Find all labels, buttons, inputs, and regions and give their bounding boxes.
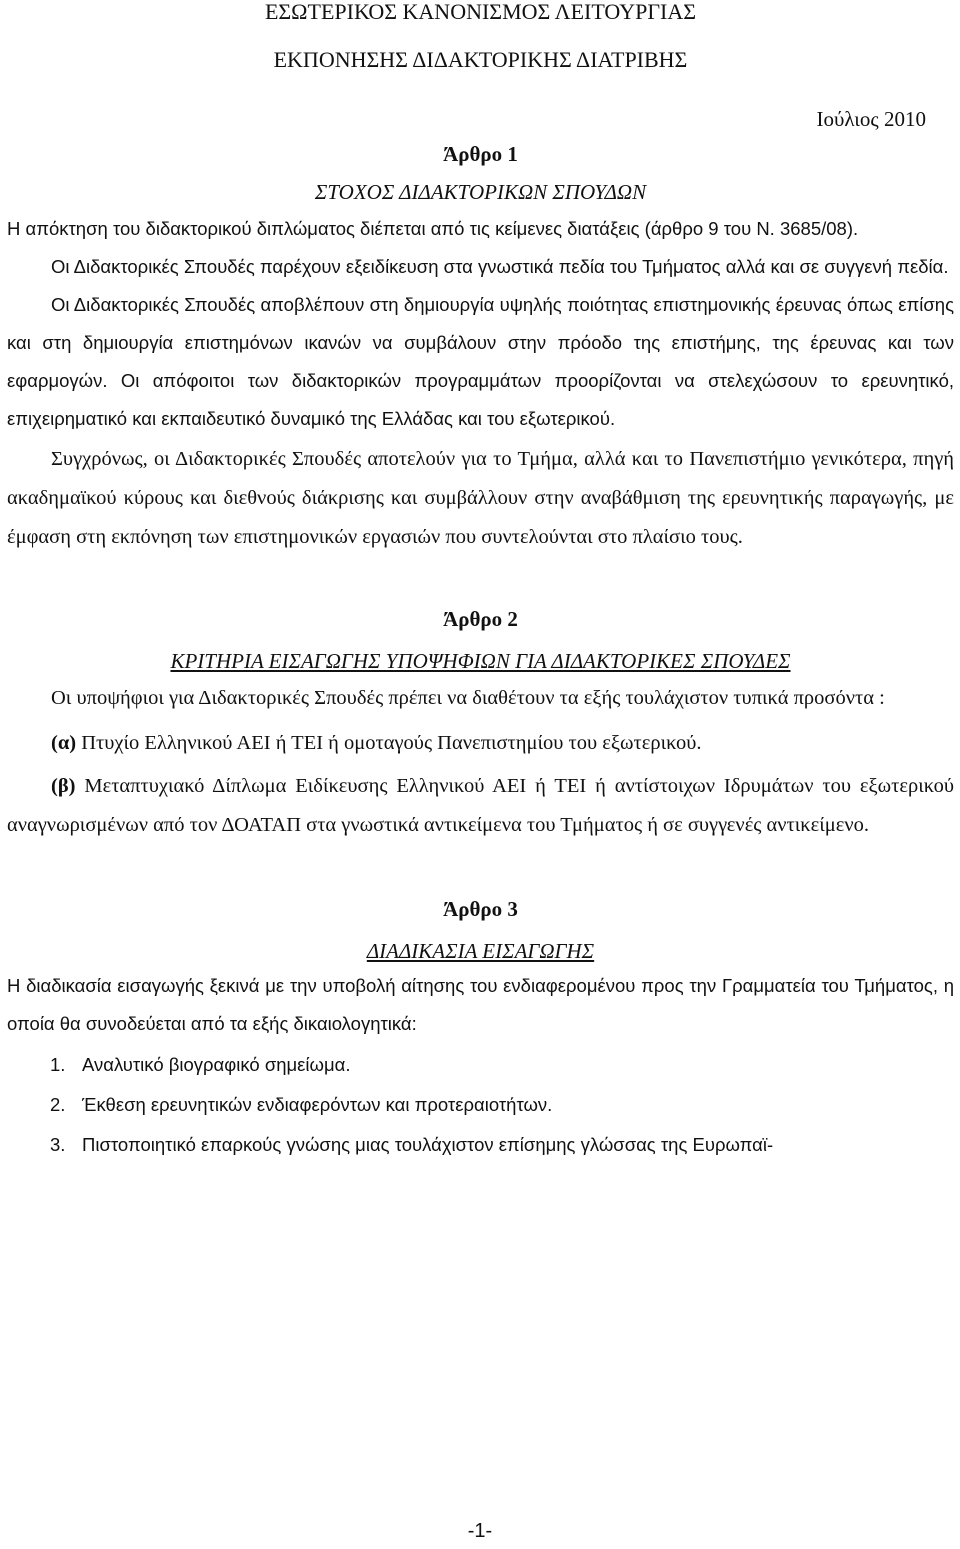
- item-a-text: Πτυχίο Ελληνικού ΑΕΙ ή ΤΕΙ ή ομοταγούς Πανεπιστημίου του εξωτερικού.: [76, 732, 702, 754]
- article-2-item-b: [7, 767, 954, 845]
- list-item-number: 2.: [50, 1094, 66, 1115]
- list-item-text: Έκθεση ερευνητικών ενδιαφερόντων και προτεραιοτήτων.: [82, 1094, 553, 1115]
- article-1-heading: Άρθρο 1: [443, 142, 518, 166]
- page-number: -1-: [467, 1520, 493, 1542]
- article-3-heading: Άρθρο 3: [443, 897, 518, 921]
- article-1-paragraph-1: Η απόκτηση του διδακτορικού διπλώματος διέπεται από τις κείμενες διατάξεις (άρθρο 9 του Ν. 3685/08).: [7, 218, 859, 239]
- document-date: Ιούλιος 2010: [816, 107, 926, 131]
- document-title-line-2: ΕΚΠΟΝΗΣΗΣ ΔΙΔΑΚΤΟΡΙΚΗΣ ΔΙΑΤΡΙΒΗΣ: [273, 47, 688, 72]
- article-3-list: [7, 1045, 954, 1165]
- article-3-paragraph-1: Η διαδικασία εισαγωγής ξεκινά με την υποβολή αίτησης του ενδιαφερομένου προς την Γραμματεία του Τμήματος, η οποία θα συνοδεύεται από τα εξής δικαιολογητικά:: [7, 975, 954, 1034]
- article-1-paragraph-3: Οι Διδακτορικές Σπουδές αποβλέπουν στη δημιουργία υψηλής ποιότητας επιστημονικής έρευνας όπως επίσης και στη δημιουργία επιστημόνων ικανών να συμβάλουν στην πρόοδο της επιστήμης, της έρευνας και των εφαρμογών. Οι απόφοιτοι των διδακτορικών προγραμμάτων προορίζονται να στελεχώσουν το ερευνητικό, επιχειρηματικό και εκπαιδευτικό δυναμικό της Ελλάδας και του εξωτερικού.: [7, 294, 954, 429]
- item-a-label: (α): [51, 732, 77, 754]
- article-2-paragraph-1: Οι υποψήφιοι για Διδακτορικές Σπουδές πρέπει να διαθέτουν τα εξής τουλάχιστον τυπικά προσόντα :: [51, 687, 885, 709]
- document-title-line-1: ΕΣΩΤΕΡΙΚΟΣ ΚΑΝΟΝΙΣΜΟΣ ΛΕΙΤΟΥΡΓΙΑΣ: [264, 0, 697, 24]
- article-2-subheading: ΚΡΙΤΗΡΙΑ ΕΙΣΑΓΩΓΗΣ ΥΠΟΨΗΦΙΩΝ ΓΙΑ ΔΙΔΑΚΤΟΡΙΚΕΣ ΣΠΟΥΔΕΣ: [170, 649, 791, 673]
- article-2-heading: Άρθρο 2: [443, 607, 518, 631]
- article-3: [7, 895, 954, 1165]
- item-b-label: (β): [51, 775, 76, 797]
- article-2: [7, 605, 954, 845]
- article-1-paragraph-2: Οι Διδακτορικές Σπουδές παρέχουν εξειδίκευση στα γνωστικά πεδία του Τμήματος αλλά και σε συγγενή πεδία.: [51, 256, 949, 277]
- article-1-paragraph-4: Συγχρόνως, οι Διδακτορικές Σπουδές αποτελούν για το Τμήμα, αλλά και το Πανεπιστήμιο γενικότερα, πηγή ακαδημαϊκού κύρους και διεθνούς διάκρισης και συμβάλλουν στην αναβάθμιση της ερευνητικής παραγωγής, με έμφαση στη εκπόνηση των επιστημονικών εργασιών που συντελούνται στο πλαίσιο τους.: [7, 448, 954, 548]
- article-2-item-a: [7, 724, 954, 763]
- article-1: [7, 140, 954, 557]
- list-item: [50, 1045, 954, 1085]
- article-1-subheading: ΣΤΟΧΟΣ ΔΙΔΑΚΤΟΡΙΚΩΝ ΣΠΟΥΔΩΝ: [314, 180, 647, 204]
- list-item-number: 3.: [50, 1134, 66, 1155]
- list-item-text: Αναλυτικό βιογραφικό σημείωμα.: [82, 1054, 351, 1075]
- list-item: [50, 1125, 954, 1165]
- list-item-text: Πιστοποιητικό επαρκούς γνώσης μιας τουλάχιστον επίσημης γλώσσας της Ευρωπαϊ-: [82, 1134, 774, 1155]
- item-b-text: Μεταπτυχιακό Δίπλωμα Ειδίκευσης Ελληνικού ΑΕΙ ή ΤΕΙ ή αντίστοιχων Ιδρυμάτων του εξωτερικού αναγνωρισμένων από τον ΔΟΑΤΑΠ στα γνωστικά αντικείμενα του Τμήματος ή σε συγγενές αντικείμενο.: [7, 775, 954, 836]
- list-item: [50, 1085, 954, 1125]
- list-item-number: 1.: [50, 1054, 66, 1075]
- article-3-subheading: ΔΙΑΔΙΚΑΣΙΑ ΕΙΣΑΓΩΓΗΣ: [366, 939, 595, 963]
